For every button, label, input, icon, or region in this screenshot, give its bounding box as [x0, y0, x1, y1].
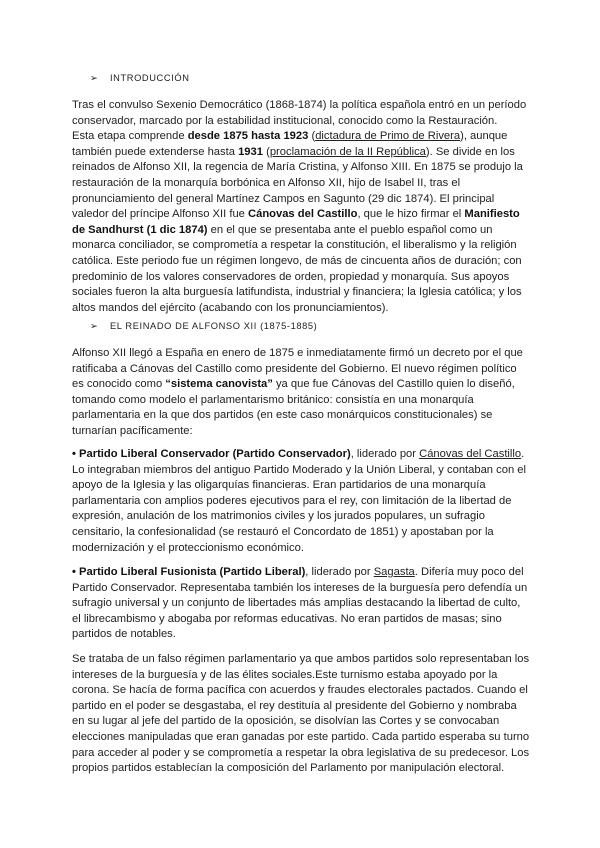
text-line: predominio de los valores conservadores de orden, propiedad y monarquía. Sus apoyos — [72, 270, 510, 283]
text-line: Tras el convulso Sexenio Democrático (1868-1874) la política española entró en un período — [72, 99, 527, 111]
conservative-party-paragraph — [72, 447, 532, 556]
text-line: parlamentaria con amplios poderes ejecutivos para el rey, con limitación de la libertad de — [72, 494, 512, 507]
bold-span: Cánovas del Castillo — [248, 208, 358, 221]
text-line: expresión, anulación de los matrimonios civiles y los jurados populares, un sufragio — [72, 510, 485, 523]
text-line: turnarían pacíficamente: — [72, 424, 193, 437]
text-line: sociales fueron la alta burguesía latifundista, industrial y financiera; la Iglesia católica; y los — [72, 286, 522, 299]
text-line: católica. Este periodo fue un régimen longevo, de más de cincuenta años de duración; con — [72, 254, 522, 267]
text-span: , liderado por — [350, 448, 420, 460]
intro-paragraph — [72, 98, 532, 316]
text-span: es conocido como — [72, 378, 166, 391]
text-span: ). Se divide en los — [425, 145, 515, 158]
text-line: monarca conciliador, se comprometía a respetar la constitución, el liberalismo y la religión — [72, 239, 517, 252]
text-span: . — [521, 448, 525, 460]
text-line: pronunciamiento del general Martínez Campos en Sagunto (29 dic 1874). El principal — [72, 192, 495, 205]
arrow-bullet-icon: ➢ — [90, 73, 99, 83]
text-line: conservador, marcado por la estabilidad institucional, conocido como la Restauración. — [72, 114, 498, 127]
text-span: ( — [308, 130, 316, 143]
text-line: tomando como modelo el parlamentarismo británico: consistía en una monarquía — [72, 393, 474, 406]
text-span: también puede extenderse hasta — [72, 145, 239, 158]
reign-heading — [90, 319, 317, 335]
text-span: , liderado por — [305, 566, 374, 578]
text-line: Partido Conservador. Representaba también los intereses de la burguesía pero defendía un — [72, 581, 528, 594]
text-line: partido en el poder se desgastaba, el rey destituía al presidente del Gobierno y nombraba — [72, 699, 517, 712]
text-line: en su lugar al jefe del partido de la oposición, se disolvían las Cortes y se convocaban — [72, 715, 500, 728]
text-span: . Difería muy poco del — [414, 566, 524, 578]
text-line: modernización y el proteccionismo económico. — [72, 541, 304, 554]
canovas-link[interactable]: Cánovas del Castillo — [419, 448, 522, 460]
ii-republica-link[interactable]: proclamación de la II República — [269, 145, 426, 158]
text-line — [72, 565, 532, 581]
text-line — [72, 377, 532, 393]
closing-paragraph — [72, 652, 532, 777]
text-line: parlamentaria en la que dos partidos (en este caso monárquicos constitucionales) se — [72, 409, 493, 422]
text-span: valedor del príncipe Alfonso XII fue — [72, 208, 249, 221]
intro-heading — [90, 71, 190, 87]
text-span: ya que fue Cánovas del Castillo quien lo diseñó, — [272, 378, 515, 391]
text-span: ), aunque — [460, 130, 508, 143]
arrow-bullet-icon: ➢ — [90, 321, 99, 331]
text-line: para acceder al poder y se comprometía a respetar la obra legislativa de su predecesor. Los — [72, 746, 530, 759]
text-line: sufragio universal y un conjunto de libertades más amplias destacando la libertad de culto, — [72, 597, 521, 610]
bold-span: • Partido Liberal Conservador (Partido Conservador) — [72, 448, 351, 460]
bold-span: Manifiesto — [464, 208, 520, 221]
text-line: intereses de la burguesía y de las élites sociales.Este turnismo estaba apoyado por la — [72, 668, 498, 681]
bold-span: 1931 — [238, 145, 263, 158]
sagasta-link[interactable]: Sagasta — [373, 566, 415, 578]
text-span: ( — [262, 145, 270, 158]
reign-heading-title: EL REINADO DE ALFONSO XII (1875-1885) — [110, 321, 318, 331]
text-line: restauración de la monarquía borbónica en Alfonso XII, hijo de Isabel II, tras el — [72, 176, 461, 189]
text-line: apoyo de la Iglesia y las oligarquías financieras. Eran partidarios de una monarquía — [72, 479, 486, 492]
text-line: Lo integraban miembros del antiguo Partido Moderado y la Unión Liberal, y contaban con el — [72, 463, 526, 476]
text-span: Esta etapa comprende — [72, 130, 188, 143]
text-line: censitario, la confesionalidad (se restauró el Concordato de 1851) y apostaban por la — [72, 525, 494, 538]
text-span: , que le hizo firmar el — [357, 208, 465, 221]
text-line — [72, 129, 532, 145]
text-line: Alfonso XII llegó a España en enero de 1875 e inmediatamente firmó un decreto por el que — [72, 347, 523, 359]
intro-heading-title: INTRODUCCIÓN — [110, 73, 190, 83]
text-line — [72, 207, 532, 223]
text-line: reinados de Alfonso XII, la regencia de María Cristina, y Alfonso XIII. En 1875 se produjo la — [72, 161, 523, 174]
primo-de-rivera-link[interactable]: dictadura de Primo de Rivera — [315, 130, 461, 143]
text-span: en el que se presentaba ante el pueblo español como un — [207, 223, 493, 236]
bold-span: “sistema canovista” — [165, 378, 273, 391]
liberal-party-paragraph — [72, 565, 532, 643]
bold-span: desde 1875 hasta 1923 — [187, 130, 309, 143]
text-line: partidos de notables. — [72, 628, 176, 641]
text-line — [72, 223, 532, 239]
reign-paragraph — [72, 346, 532, 440]
text-line: propios partidos establecían la composición del Parlamento por manipulación electoral. — [72, 762, 505, 775]
text-line: altos mandos del ejército (acabando con los pronunciamientos). — [72, 301, 389, 314]
text-line — [72, 145, 532, 161]
text-line: el librecambismo y abogaba por reformas educativas. No eran partidos de masas; sino — [72, 612, 502, 625]
text-line: elecciones manipuladas que eran ganadas por este partido. Cada partido esperaba su turno — [72, 730, 530, 743]
text-line: corona. Se hacía de forma pacífica con acuerdos y fraudes electorales pactados. Cuando el — [72, 684, 528, 697]
bold-span: de Sandhurst (1 dic 1874) — [72, 223, 208, 236]
text-line — [72, 447, 532, 463]
bold-span: • Partido Liberal Fusionista (Partido Liberal) — [72, 566, 306, 578]
text-line: ratificaba a Cánovas del Castillo como presidente del Gobierno. El nuevo régimen político — [72, 362, 517, 375]
text-line: Se trataba de un falso régimen parlamentario ya que ambos partidos solo representaban los — [72, 653, 530, 665]
